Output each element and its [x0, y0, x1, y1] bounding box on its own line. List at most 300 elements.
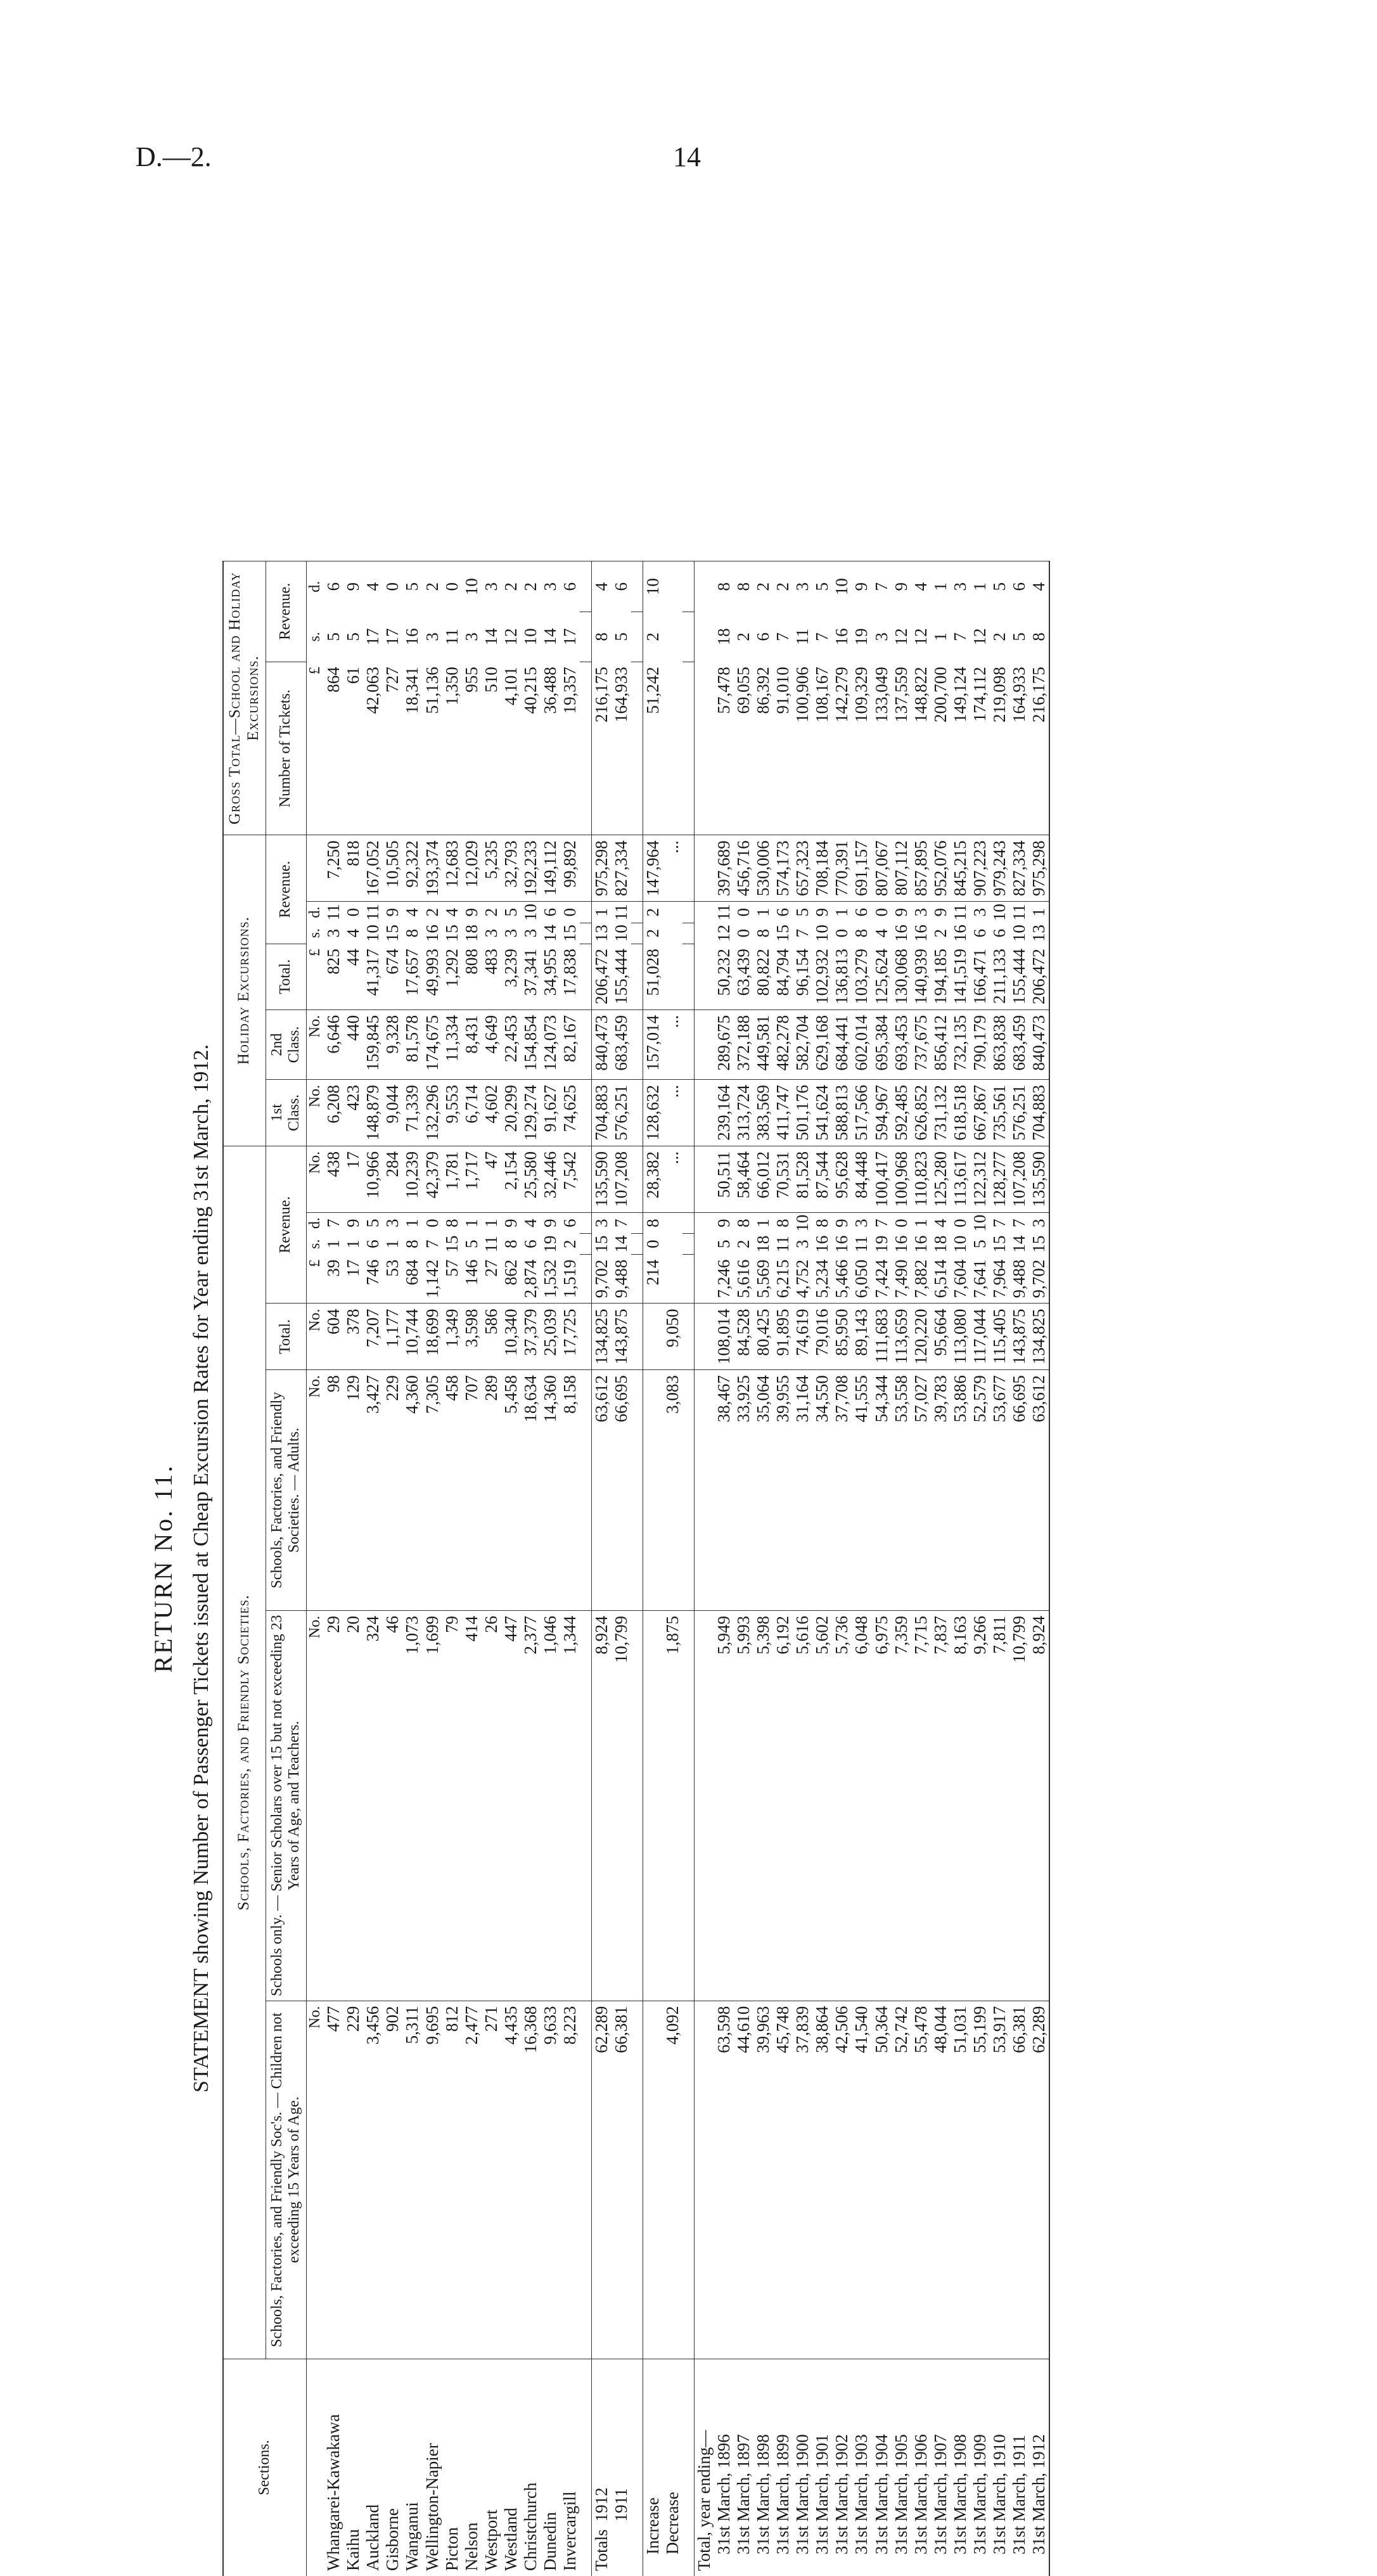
spacer-row	[631, 561, 643, 2576]
holiday-revenue-pence-cell: 10	[990, 902, 1009, 923]
gross-revenue-pounds-cell: 133,049	[872, 662, 892, 835]
gross-revenue-pence-cell: 1	[970, 561, 990, 612]
total-cell: 134,825	[591, 1304, 612, 1370]
year-row	[1009, 561, 1029, 2576]
row-label: 31st March, 1909	[970, 2359, 990, 2576]
total-cell: 143,875	[1009, 1304, 1029, 1370]
year-row	[773, 561, 793, 2576]
year-row	[793, 561, 812, 2576]
holiday-revenue-pence-cell: 11	[1009, 902, 1029, 923]
holiday-total-cell: 4,649	[482, 1009, 501, 1079]
year-row	[832, 561, 852, 2576]
tickets-cell: 827,334	[1009, 835, 1029, 902]
revenue-shillings-cell: 5	[462, 1234, 482, 1255]
row-label: 31st March, 1906	[911, 2359, 931, 2576]
holiday-revenue-pence-cell: 11	[324, 902, 343, 923]
children-cell: 477	[324, 2001, 343, 2359]
senior-cell: 8,924	[591, 1610, 612, 2001]
adults-cell: 31,164	[793, 1370, 812, 1611]
gross-revenue-pence-cell: 3	[951, 561, 970, 612]
tickets-cell: 12,683	[442, 835, 462, 902]
holiday-revenue-pounds-cell: 194,185	[931, 944, 951, 1009]
revenue-shillings-cell: 1	[324, 1234, 343, 1255]
total-cell: 134,825	[1029, 1304, 1049, 1370]
holiday-revenue-shillings-cell: 10	[363, 923, 383, 944]
total-cell: 113,080	[951, 1304, 970, 1370]
second-class-cell: 411,747	[773, 1080, 793, 1146]
holiday-revenue-pounds-cell: 102,932	[812, 944, 832, 1009]
totals-label	[612, 2359, 631, 2576]
senior-cell: 2,377	[521, 1610, 541, 2001]
total-cell: 17,725	[560, 1304, 580, 1370]
revenue-pence-cell: 1	[911, 1212, 931, 1234]
second-class-cell: 9,553	[442, 1080, 462, 1146]
total-cell: 91,895	[773, 1304, 793, 1370]
gross-revenue-pounds-cell: 148,822	[911, 662, 931, 835]
gross-revenue-pounds-cell: 91,010	[773, 662, 793, 835]
revenue-pounds-cell: 57	[442, 1255, 462, 1304]
gross-revenue-pence-cell: 0	[442, 561, 462, 612]
totals-row	[591, 561, 612, 2576]
revenue-pence-cell: 7	[612, 1212, 631, 1234]
tickets-cell: 456,716	[734, 835, 753, 902]
section-row	[442, 561, 462, 2576]
revenue-shillings-cell: 16	[892, 1234, 911, 1255]
header-group-holiday: Holiday Excursions.	[223, 835, 266, 1146]
holiday-revenue-pence-cell: 3	[970, 902, 990, 923]
holiday-revenue-pounds-cell: 17,838	[560, 944, 580, 1009]
year-row	[852, 561, 871, 2576]
holiday-total-cell: ...	[663, 1009, 682, 1079]
gross-revenue-pence-cell: 10	[462, 561, 482, 612]
holiday-total-cell: 8,431	[462, 1009, 482, 1079]
revenue-pounds-cell: 746	[363, 1255, 383, 1304]
revenue-pence-cell: 0	[423, 1212, 442, 1234]
holiday-revenue-pounds-cell: 211,133	[990, 944, 1009, 1009]
total-cell: 74,619	[793, 1304, 812, 1370]
children-cell: 9,633	[541, 2001, 560, 2359]
holiday-total-cell: 683,459	[612, 1009, 631, 1079]
unit-no: No.	[306, 1146, 324, 1212]
second-class-cell: 6,208	[324, 1080, 343, 1146]
gross-revenue-pounds-cell: 864	[324, 662, 343, 835]
second-class-cell: 667,867	[970, 1080, 990, 1146]
holiday-revenue-pence-cell: 10	[521, 902, 541, 923]
first-class-cell: 32,446	[541, 1146, 560, 1212]
total-cell: 113,659	[892, 1304, 911, 1370]
header-group-schools: Schools, Factories, and Friendly Societies.	[223, 1146, 266, 2359]
gross-revenue-pence-cell: 1	[931, 561, 951, 612]
senior-cell: 7,715	[911, 1610, 931, 2001]
children-cell: 5,311	[402, 2001, 422, 2359]
row-label: 31st March, 1899	[773, 2359, 793, 2576]
senior-cell: 5,993	[734, 1610, 753, 2001]
gross-revenue-pence-cell: 2	[423, 561, 442, 612]
senior-cell	[643, 1610, 663, 2001]
row-label: 31st March, 1908	[951, 2359, 970, 2576]
revenue-pence-cell: 8	[442, 1212, 462, 1234]
holiday-revenue-shillings-cell: 6	[970, 923, 990, 944]
revenue-shillings-cell: 15	[442, 1234, 462, 1255]
section-row	[462, 561, 482, 2576]
gross-revenue-pence-cell: 2	[773, 561, 793, 612]
revenue-pounds-cell: 5,616	[734, 1255, 753, 1304]
holiday-total-cell: 840,473	[591, 1009, 612, 1079]
children-cell: 2,477	[462, 2001, 482, 2359]
holiday-revenue-pounds-cell: 34,955	[541, 944, 560, 1009]
adults-cell: 33,925	[734, 1370, 753, 1611]
senior-cell: 7,837	[931, 1610, 951, 2001]
increase-row	[643, 561, 663, 2576]
gross-revenue-pence-cell: 6	[1009, 561, 1029, 612]
gross-revenue-pounds-cell: 164,933	[612, 662, 631, 835]
revenue-shillings-cell: 16	[911, 1234, 931, 1255]
holiday-revenue-pence-cell: 11	[951, 902, 970, 923]
revenue-pounds-cell: 1,142	[423, 1255, 442, 1304]
senior-cell: 6,975	[872, 1610, 892, 2001]
adults-cell	[643, 1370, 663, 1611]
first-class-cell: 81,528	[793, 1146, 812, 1212]
revenue-pence-cell: 9	[343, 1212, 363, 1234]
gross-revenue-pence-cell: 5	[990, 561, 1009, 612]
revenue-pence-cell: 1	[462, 1212, 482, 1234]
gross-revenue-pounds-cell: 86,392	[753, 662, 773, 835]
holiday-revenue-shillings-cell: 2	[643, 923, 663, 944]
unit-pence: d.	[306, 902, 324, 923]
holiday-revenue-pence-cell: 9	[931, 902, 951, 923]
gross-revenue-shillings-cell: 19	[852, 612, 871, 662]
first-class-cell: 10,966	[363, 1146, 383, 1212]
second-class-cell: 74,625	[560, 1080, 580, 1146]
tickets-cell: 92,322	[402, 835, 422, 902]
holiday-revenue-shillings-cell: 4	[872, 923, 892, 944]
gross-revenue-shillings-cell: 10	[521, 612, 541, 662]
unit-no: No.	[306, 2001, 324, 2359]
holiday-revenue-shillings-cell: 3	[501, 923, 521, 944]
children-cell: 902	[383, 2001, 402, 2359]
holiday-revenue-pounds-cell: 206,472	[591, 944, 612, 1009]
gross-revenue-shillings-cell: 11	[793, 612, 812, 662]
second-class-cell: 9,044	[383, 1080, 402, 1146]
row-label: 31st March, 1896	[714, 2359, 734, 2576]
gross-revenue-pence-cell	[663, 561, 682, 612]
adults-cell: 229	[383, 1370, 402, 1611]
adults-cell: 52,579	[970, 1370, 990, 1611]
holiday-revenue-pounds-cell: 1,292	[442, 944, 462, 1009]
holiday-revenue-pounds-cell: 140,939	[911, 944, 931, 1009]
adults-cell: 707	[462, 1370, 482, 1611]
gross-revenue-shillings-cell: 14	[482, 612, 501, 662]
rotated-statement	[146, 561, 1377, 2576]
revenue-pounds-cell: 5,569	[753, 1255, 773, 1304]
header-sections: Sections.	[223, 2359, 306, 2576]
first-class-cell: 47	[482, 1146, 501, 1212]
second-class-cell: 129,274	[521, 1080, 541, 1146]
tickets-cell: 807,067	[872, 835, 892, 902]
gross-revenue-pounds-cell: 149,124	[951, 662, 970, 835]
tickets-cell: 397,689	[714, 835, 734, 902]
tickets-cell: 975,298	[591, 835, 612, 902]
total-cell: 25,039	[541, 1304, 560, 1370]
holiday-revenue-pence-cell	[663, 902, 682, 923]
holiday-revenue-shillings-cell: 8	[402, 923, 422, 944]
holiday-revenue-pence-cell: 0	[343, 902, 363, 923]
unit-shilling: s.	[306, 923, 324, 944]
holiday-total-cell: 482,278	[773, 1009, 793, 1079]
row-label: 31st March, 1897	[734, 2359, 753, 2576]
totals-word: Totals	[592, 2529, 611, 2571]
revenue-shillings-cell	[663, 1234, 682, 1255]
gross-revenue-pounds-cell: 219,098	[990, 662, 1009, 835]
year-row	[753, 561, 773, 2576]
gross-revenue-shillings-cell: 5	[324, 612, 343, 662]
tickets-cell: 827,334	[612, 835, 631, 902]
adults-cell: 5,458	[501, 1370, 521, 1611]
adults-cell: 39,955	[773, 1370, 793, 1611]
gross-revenue-shillings-cell: 6	[753, 612, 773, 662]
holiday-revenue-shillings-cell: 15	[560, 923, 580, 944]
revenue-pence-cell: 3	[1029, 1212, 1049, 1234]
children-cell: 39,963	[753, 2001, 773, 2359]
revenue-shillings-cell: 11	[482, 1234, 501, 1255]
revenue-pence-cell: 8	[734, 1212, 753, 1234]
adults-cell: 18,634	[521, 1370, 541, 1611]
holiday-revenue-pence-cell: 4	[402, 902, 422, 923]
first-class-cell: 10,239	[402, 1146, 422, 1212]
gross-revenue-pence-cell: 7	[872, 561, 892, 612]
revenue-shillings-cell: 14	[1009, 1234, 1029, 1255]
gross-revenue-pounds-cell: 137,559	[892, 662, 911, 835]
section-row	[521, 561, 541, 2576]
senior-cell: 5,616	[793, 1610, 812, 2001]
revenue-shillings-cell: 2	[560, 1234, 580, 1255]
holiday-revenue-pounds-cell: 674	[383, 944, 402, 1009]
holiday-revenue-shillings-cell: 18	[462, 923, 482, 944]
holiday-revenue-pounds-cell: 51,028	[643, 944, 663, 1009]
holiday-total-cell: 737,675	[911, 1009, 931, 1079]
unit-no: No.	[306, 1370, 324, 1611]
holiday-total-cell: 582,704	[793, 1009, 812, 1079]
row-label: 31st March, 1910	[990, 2359, 1009, 2576]
total-cell: 115,405	[990, 1304, 1009, 1370]
holiday-total-cell: 790,179	[970, 1009, 990, 1079]
holiday-total-cell: 856,412	[931, 1009, 951, 1079]
senior-cell: 1,046	[541, 1610, 560, 2001]
senior-cell: 1,344	[560, 1610, 580, 2001]
children-cell: 63,598	[714, 2001, 734, 2359]
gross-revenue-pence-cell: 2	[521, 561, 541, 612]
row-label: 31st March, 1901	[812, 2359, 832, 2576]
gross-revenue-pence-cell: 3	[793, 561, 812, 612]
holiday-revenue-pence-cell: 5	[793, 902, 812, 923]
holiday-revenue-shillings-cell: 10	[1009, 923, 1029, 944]
total-cell: 10,340	[501, 1304, 521, 1370]
holiday-revenue-shillings-cell: 15	[773, 923, 793, 944]
first-class-cell: 84,448	[852, 1146, 871, 1212]
senior-cell: 8,924	[1029, 1610, 1049, 2001]
senior-cell: 7,359	[892, 1610, 911, 2001]
gross-revenue-shillings-cell: 2	[643, 612, 663, 662]
section-row	[363, 561, 383, 2576]
adults-cell: 129	[343, 1370, 363, 1611]
holiday-revenue-pounds-cell: 44	[343, 944, 363, 1009]
section-row	[482, 561, 501, 2576]
row-label: Decrease	[663, 2359, 682, 2576]
holiday-revenue-shillings-cell: 15	[442, 923, 462, 944]
revenue-pounds-cell: 5,234	[812, 1255, 832, 1304]
holiday-revenue-pounds-cell: 17,657	[402, 944, 422, 1009]
tickets-cell: 657,323	[793, 835, 812, 902]
year-row	[872, 561, 892, 2576]
holiday-revenue-pence-cell: 11	[612, 902, 631, 923]
second-class-cell: 20,299	[501, 1080, 521, 1146]
adults-cell: 98	[324, 1370, 343, 1611]
unit-no: No.	[306, 1009, 324, 1079]
gross-revenue-shillings-cell	[663, 612, 682, 662]
gross-revenue-pounds-cell: 51,136	[423, 662, 442, 835]
second-class-cell: 576,251	[612, 1080, 631, 1146]
gross-revenue-shillings-cell: 7	[951, 612, 970, 662]
revenue-pence-cell: 8	[643, 1212, 663, 1234]
adults-cell: 53,677	[990, 1370, 1009, 1611]
second-class-cell: 132,296	[423, 1080, 442, 1146]
holiday-revenue-pence-cell: 0	[560, 902, 580, 923]
tickets-cell: 192,233	[521, 835, 541, 902]
gross-revenue-pounds-cell: 61	[343, 662, 363, 835]
revenue-pounds-cell: 39	[324, 1255, 343, 1304]
revenue-pounds-cell: 6,514	[931, 1255, 951, 1304]
row-label: Auckland	[363, 2359, 383, 2576]
gross-revenue-pounds-cell: 174,112	[970, 662, 990, 835]
senior-cell: 5,736	[832, 1610, 852, 2001]
holiday-total-cell: 22,453	[501, 1009, 521, 1079]
first-class-cell: 107,208	[1009, 1146, 1029, 1212]
total-cell: 586	[482, 1304, 501, 1370]
senior-cell: 1,699	[423, 1610, 442, 2001]
senior-cell: 8,163	[951, 1610, 970, 2001]
total-cell: 9,050	[663, 1304, 682, 1370]
total-cell: 84,528	[734, 1304, 753, 1370]
revenue-pounds-cell: 146	[462, 1255, 482, 1304]
spacer-row	[580, 561, 592, 2576]
first-class-cell: 122,312	[970, 1146, 990, 1212]
first-class-cell: 2,154	[501, 1146, 521, 1212]
row-label: 31st March, 1900	[793, 2359, 812, 2576]
revenue-pence-cell: 4	[931, 1212, 951, 1234]
revenue-pence-cell: 9	[501, 1212, 521, 1234]
holiday-revenue-pence-cell: 2	[423, 902, 442, 923]
first-class-cell: 70,531	[773, 1146, 793, 1212]
holiday-total-cell: 732,135	[951, 1009, 970, 1079]
first-class-cell: 125,280	[931, 1146, 951, 1212]
holiday-total-cell: 82,167	[560, 1009, 580, 1079]
gross-revenue-shillings-cell: 2	[990, 612, 1009, 662]
gross-revenue-pounds-cell: 142,279	[832, 662, 852, 835]
row-label: Dunedin	[541, 2359, 560, 2576]
first-class-cell: 17	[343, 1146, 363, 1212]
revenue-pounds-cell: 9,702	[591, 1255, 612, 1304]
children-cell: 16,368	[521, 2001, 541, 2359]
header-gross-revenue: Revenue.	[266, 561, 306, 662]
year-row	[714, 561, 734, 2576]
gross-revenue-pence-cell: 3	[541, 561, 560, 612]
revenue-pence-cell: 3	[852, 1212, 871, 1234]
holiday-revenue-pounds-cell: 80,822	[753, 944, 773, 1009]
revenue-pounds-cell: 214	[643, 1255, 663, 1304]
tickets-cell: 7,250	[324, 835, 343, 902]
gross-revenue-shillings-cell: 17	[560, 612, 580, 662]
row-label: 31st March, 1903	[852, 2359, 871, 2576]
holiday-revenue-pence-cell: 1	[753, 902, 773, 923]
holiday-revenue-pence-cell: 9	[812, 902, 832, 923]
total-cell: 80,425	[753, 1304, 773, 1370]
second-class-cell: 541,624	[812, 1080, 832, 1146]
first-class-cell: 284	[383, 1146, 402, 1212]
adults-cell: 66,695	[612, 1370, 631, 1611]
revenue-pounds-cell: 6,215	[773, 1255, 793, 1304]
row-label: Gisborne	[383, 2359, 402, 2576]
year-row	[951, 561, 970, 2576]
revenue-pounds-cell: 9,488	[612, 1255, 631, 1304]
row-label: Invercargill	[560, 2359, 580, 2576]
unit-no: No.	[306, 1610, 324, 2001]
gross-revenue-pence-cell: 5	[402, 561, 422, 612]
gross-revenue-pounds-cell: 42,063	[363, 662, 383, 835]
gross-revenue-shillings-cell: 16	[402, 612, 422, 662]
revenue-shillings-cell: 8	[501, 1234, 521, 1255]
revenue-pence-cell: 8	[812, 1212, 832, 1234]
revenue-shillings-cell: 3	[793, 1234, 812, 1255]
children-cell: 42,506	[832, 2001, 852, 2359]
holiday-revenue-pounds-cell: 49,993	[423, 944, 442, 1009]
revenue-pounds-cell: 7,882	[911, 1255, 931, 1304]
gross-revenue-pence-cell: 2	[753, 561, 773, 612]
year-row	[812, 561, 832, 2576]
holiday-revenue-shillings-cell: 0	[734, 923, 753, 944]
tickets-cell: ...	[663, 835, 682, 902]
gross-revenue-pounds-cell: 216,175	[591, 662, 612, 835]
children-cell: 52,742	[892, 2001, 911, 2359]
tickets-cell: 979,243	[990, 835, 1009, 902]
revenue-shillings-cell: 1	[383, 1234, 402, 1255]
children-cell: 66,381	[1009, 2001, 1029, 2359]
children-cell: 55,478	[911, 2001, 931, 2359]
holiday-revenue-pence-cell: 6	[852, 902, 871, 923]
revenue-shillings-cell: 6	[521, 1234, 541, 1255]
senior-cell: 1,073	[402, 1610, 422, 2001]
holiday-revenue-pounds-cell: 130,068	[892, 944, 911, 1009]
holiday-revenue-shillings-cell: 16	[951, 923, 970, 944]
row-label: Kaihu	[343, 2359, 363, 2576]
gross-revenue-shillings-cell: 1	[931, 612, 951, 662]
holiday-revenue-shillings-cell: 3	[324, 923, 343, 944]
tickets-cell: 12,029	[462, 835, 482, 902]
tickets-cell: 691,157	[852, 835, 871, 902]
second-class-cell: 576,251	[1009, 1080, 1029, 1146]
children-cell: 55,199	[970, 2001, 990, 2359]
revenue-pence-cell: 0	[892, 1212, 911, 1234]
gross-revenue-pounds-cell: 1,350	[442, 662, 462, 835]
revenue-pence-cell: 0	[951, 1212, 970, 1234]
children-cell: 45,748	[773, 2001, 793, 2359]
gross-revenue-shillings-cell: 11	[442, 612, 462, 662]
second-class-cell: 588,813	[832, 1080, 852, 1146]
holiday-revenue-pounds-cell	[663, 944, 682, 1009]
holiday-revenue-pence-cell: 9	[383, 902, 402, 923]
total-cell: 604	[324, 1304, 343, 1370]
children-cell: 8,223	[560, 2001, 580, 2359]
tickets-cell: 818	[343, 835, 363, 902]
